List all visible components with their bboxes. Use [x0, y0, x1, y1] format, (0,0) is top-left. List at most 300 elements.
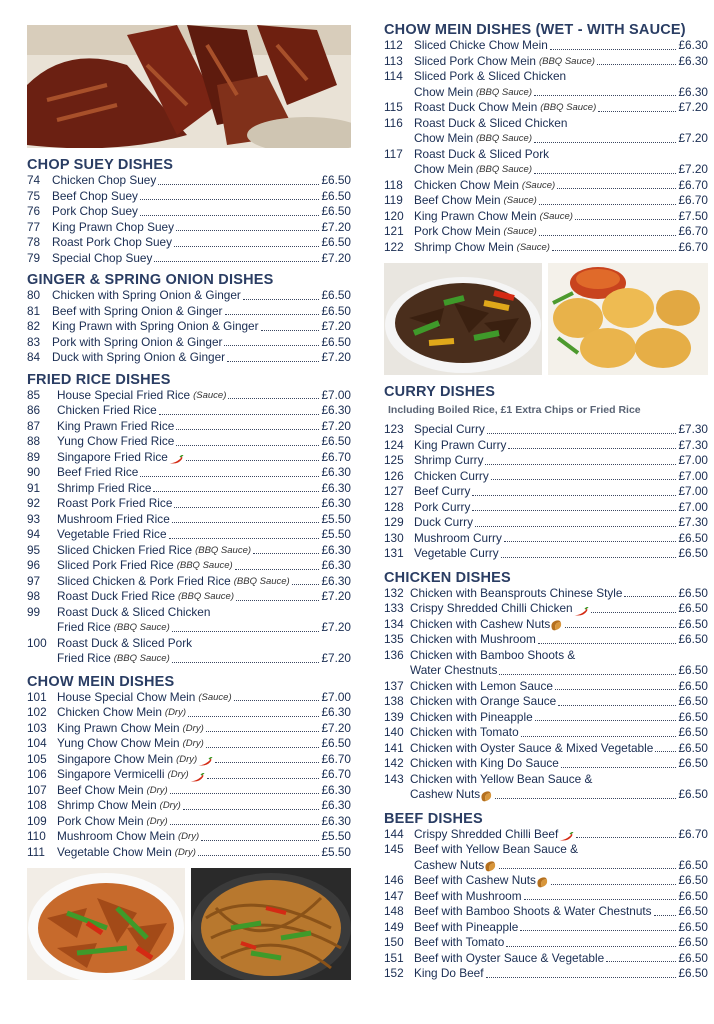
- dot-leader: [606, 961, 676, 962]
- item-note: (Sauce): [198, 691, 232, 703]
- dot-leader: [521, 736, 677, 737]
- item-number: 103: [27, 720, 47, 735]
- menu-item: [27, 335, 351, 351]
- item-name: Yung Chow Fried Rice: [57, 434, 175, 448]
- dot-leader: [506, 946, 676, 947]
- dot-leader: [170, 824, 320, 825]
- item-price: £6.50: [321, 235, 351, 249]
- item-name: Singapore Fried Rice: [57, 449, 168, 464]
- item-number: 80: [27, 288, 41, 302]
- item-number: 131: [384, 546, 404, 560]
- item-price: £6.70: [321, 767, 351, 781]
- item-price: £6.50: [678, 530, 708, 545]
- dot-leader: [243, 299, 320, 300]
- menu-item: [384, 484, 708, 500]
- item-note: (BBQ Sauce): [538, 55, 595, 67]
- item-name: Beef Chop Suey: [52, 188, 138, 203]
- item-name: Chicken with Yellow Bean Sauce &: [410, 771, 593, 786]
- item-price: £7.20: [321, 720, 351, 735]
- item-number: 110: [27, 829, 46, 843]
- dot-leader: [170, 793, 320, 794]
- item-price: £6.50: [321, 188, 351, 203]
- item-name: Sliced Chicken Fried Rice: [57, 542, 193, 557]
- item-price: £7.20: [321, 589, 351, 603]
- item-name: Sliced Pork & Sliced Chicken: [414, 69, 567, 83]
- item-name: Shrimp Chow Mein: [414, 239, 514, 254]
- menu-item: [384, 617, 708, 633]
- menu-item: [384, 904, 708, 920]
- item-name: Sliced Pork Chow Mein: [414, 53, 536, 68]
- item-note: (BBQ Sauce): [476, 164, 532, 175]
- dot-leader: [655, 751, 676, 752]
- dot-leader: [598, 111, 676, 112]
- item-price: £7.30: [678, 515, 708, 529]
- item-price: £6.50: [678, 725, 708, 739]
- item-number: 116: [384, 115, 403, 130]
- item-name: Pork Chow Mein: [57, 813, 144, 828]
- chop-suey-title: CHOP SUEY DISHES: [27, 157, 174, 173]
- dot-leader: [486, 977, 677, 978]
- item-price: £6.30: [321, 542, 351, 557]
- item-number: 100: [27, 635, 47, 650]
- item-number: 95: [27, 542, 41, 557]
- item-name: Duck Curry: [414, 515, 473, 529]
- item-number: 115: [384, 100, 403, 114]
- item-note: (Dry): [167, 769, 189, 780]
- item-note: (Dry): [182, 722, 204, 734]
- item-number: 75: [27, 188, 41, 203]
- menu-item: [384, 38, 708, 54]
- dot-leader: [552, 250, 677, 251]
- item-name: Beef with Spring Onion & Ginger: [52, 303, 223, 318]
- menu-item: [27, 705, 351, 721]
- dot-leader: [225, 314, 320, 315]
- menu-item: [27, 574, 351, 590]
- item-name: Pork with Spring Onion & Ginger: [52, 334, 223, 349]
- item-number: 143: [384, 771, 404, 786]
- item-number: 86: [27, 403, 41, 417]
- dot-leader: [186, 460, 320, 461]
- dot-leader: [206, 747, 320, 748]
- item-price: £6.50: [678, 616, 708, 631]
- item-price: £7.20: [321, 250, 351, 265]
- item-name: Duck with Spring Onion & Ginger: [52, 350, 226, 364]
- battered-chicken-photo: [548, 263, 708, 375]
- item-name: Roast Duck & Sliced Pork: [414, 146, 550, 161]
- item-price: £6.50: [678, 919, 708, 934]
- item-number: 125: [384, 453, 404, 467]
- menu-item: [384, 951, 708, 967]
- menu-item: [384, 920, 708, 936]
- item-number: 82: [27, 319, 41, 333]
- menu-item: [384, 438, 708, 454]
- dot-leader: [176, 445, 319, 446]
- menu-item: [384, 515, 708, 531]
- item-name: Sliced Pork Fried Rice: [57, 558, 174, 572]
- item-price: £7.00: [321, 387, 351, 402]
- item-number: 135: [384, 632, 404, 646]
- menu-item: [27, 690, 351, 706]
- item-price: £7.00: [678, 499, 708, 514]
- item-name-line2: Chow Mein: [414, 162, 474, 176]
- menu-item: [384, 632, 708, 648]
- dot-leader: [576, 837, 676, 838]
- menu-item: [27, 752, 351, 768]
- menu-item: [384, 694, 708, 710]
- item-price: £6.30: [321, 480, 351, 495]
- item-name-line2: Fried Rice: [57, 620, 111, 634]
- item-number: 121: [384, 224, 404, 238]
- menu-item: [384, 827, 708, 843]
- item-note: (Dry): [146, 784, 168, 796]
- dot-leader: [485, 464, 676, 465]
- item-price: £7.20: [321, 219, 351, 234]
- item-name: King Prawn Chow Mein: [414, 208, 537, 223]
- ginger-list: [27, 288, 351, 366]
- dot-leader: [206, 731, 320, 732]
- item-name: Chicken with Beansprouts Chinese Style: [410, 585, 623, 600]
- item-name: Roast Duck Fried Rice: [57, 589, 176, 603]
- menu-item: [27, 829, 351, 845]
- item-name: Roast Duck & Sliced Pork: [57, 635, 193, 650]
- dot-leader: [487, 433, 677, 434]
- item-number: 133: [384, 601, 404, 615]
- item-name: King Prawn Curry: [414, 437, 507, 452]
- item-name: House Special Fried Rice: [57, 387, 191, 402]
- menu-item: [384, 546, 708, 562]
- dot-leader: [534, 95, 676, 96]
- nut-icon: [484, 860, 497, 873]
- item-number: 97: [27, 573, 41, 588]
- dot-leader: [236, 600, 319, 601]
- menu-item-continued: [384, 858, 708, 874]
- item-name: King Prawn Chop Suey: [52, 219, 174, 234]
- item-number: 92: [27, 496, 41, 510]
- dot-leader: [557, 188, 676, 189]
- item-price: £6.30: [321, 465, 351, 479]
- item-name: Beef with Yellow Bean Sauce &: [414, 842, 578, 856]
- item-price: £7.20: [321, 350, 351, 364]
- dot-leader: [224, 345, 319, 346]
- item-price: £6.30: [678, 38, 708, 52]
- menu-item: [27, 465, 351, 481]
- item-price: £6.50: [678, 857, 708, 872]
- item-name: Crispy Shredded Chilli Chicken: [410, 601, 573, 615]
- item-price: £7.00: [678, 484, 708, 498]
- dot-leader: [558, 705, 676, 706]
- beef-title: BEEF DISHES: [384, 810, 483, 827]
- item-name: Beef with Pineapple: [414, 919, 519, 934]
- item-name: Beef with Bamboo Shoots & Water Chestnuts: [414, 904, 652, 918]
- dot-leader: [575, 219, 677, 220]
- item-name: Special Curry: [414, 422, 485, 436]
- item-price: £6.30: [321, 558, 351, 572]
- menu-item: [27, 204, 351, 220]
- dot-leader: [158, 184, 319, 185]
- dot-leader: [538, 643, 677, 644]
- dot-leader: [539, 204, 677, 205]
- item-name: Special Chop Suey: [52, 250, 153, 265]
- dot-leader: [201, 840, 319, 841]
- item-number: 151: [384, 950, 404, 965]
- item-price: £6.50: [678, 873, 708, 887]
- dot-leader: [174, 507, 319, 508]
- chili-icon: [558, 832, 574, 842]
- item-price: £7.20: [321, 651, 351, 665]
- dot-leader: [561, 767, 677, 768]
- chili-icon: [189, 773, 205, 783]
- item-note: (Dry): [164, 707, 187, 718]
- item-note: (BBQ Sauce): [233, 575, 290, 587]
- item-name: Chicken Curry: [414, 468, 489, 483]
- menu-item: [27, 419, 351, 435]
- item-number: 114: [384, 69, 403, 83]
- item-name: King Do Beef: [414, 966, 484, 980]
- menu-item: [384, 966, 708, 982]
- item-number: 137: [384, 678, 404, 693]
- item-number: 105: [27, 751, 47, 766]
- menu-item-continued: [384, 663, 708, 679]
- item-number: 140: [384, 725, 404, 739]
- item-number: 106: [27, 767, 47, 781]
- item-number: 132: [384, 585, 404, 600]
- nut-icon: [550, 619, 563, 632]
- menu-item: [384, 193, 708, 209]
- item-note: (Dry): [176, 753, 198, 765]
- item-name: Chicken Chop Suey: [52, 173, 157, 187]
- nut-icon: [536, 876, 549, 889]
- item-price: £7.20: [678, 100, 708, 114]
- item-number: 102: [27, 705, 47, 719]
- dot-leader: [491, 479, 677, 480]
- item-price: £6.50: [678, 709, 708, 724]
- dot-leader: [261, 330, 320, 331]
- item-name-line2: Fried Rice: [57, 651, 111, 665]
- dot-leader: [535, 720, 677, 721]
- dot-leader: [539, 235, 677, 236]
- dot-leader: [508, 448, 676, 449]
- menu-item: [27, 350, 351, 366]
- item-price: £7.50: [678, 208, 708, 223]
- item-number: 77: [27, 219, 41, 234]
- item-name: Mushroom Fried Rice: [57, 511, 170, 526]
- item-name: Shrimp Chow Mein: [57, 798, 157, 812]
- item-name: King Prawn with Spring Onion & Ginger: [52, 319, 259, 333]
- item-price: £6.50: [678, 935, 708, 949]
- menu-item: [27, 450, 351, 466]
- item-name: Chicken with Orange Sauce: [410, 694, 557, 708]
- menu-item: [384, 710, 708, 726]
- item-price: £7.20: [321, 620, 351, 634]
- item-price: £6.50: [321, 303, 351, 318]
- dot-leader: [140, 215, 320, 216]
- menu-item: [384, 469, 708, 485]
- item-number: 78: [27, 235, 41, 249]
- item-name: Vegetable Fried Rice: [57, 527, 167, 541]
- left-column: [27, 25, 351, 980]
- item-price: £6.50: [678, 787, 708, 801]
- menu-item: [384, 178, 708, 194]
- item-name: Pork Chop Suey: [52, 204, 138, 218]
- curry-subtitle: Including Boiled Rice, £1 Extra Chips or Fried Rice: [388, 404, 641, 416]
- item-number: 89: [27, 449, 41, 464]
- item-note: (BBQ Sauce): [113, 653, 170, 664]
- menu-item: [27, 251, 351, 267]
- item-number: 142: [384, 756, 404, 770]
- chilli-chicken-photo: [27, 868, 185, 980]
- item-note: (BBQ Sauce): [113, 622, 170, 633]
- menu-item: [27, 527, 351, 543]
- item-price: £6.50: [678, 632, 708, 646]
- dot-leader: [591, 612, 677, 613]
- item-number: 85: [27, 387, 41, 402]
- menu-item: [384, 873, 708, 889]
- item-price: £6.30: [321, 705, 351, 719]
- dot-leader: [534, 142, 676, 143]
- item-name: House Special Chow Mein: [57, 689, 196, 704]
- menu-item: [384, 69, 708, 85]
- item-number: 139: [384, 709, 404, 724]
- dot-leader: [172, 631, 320, 632]
- dot-leader: [215, 762, 319, 763]
- item-price: £7.00: [678, 453, 708, 467]
- item-name: King Prawn Fried Rice: [57, 418, 175, 433]
- menu-item: [27, 636, 351, 652]
- dot-leader: [140, 476, 319, 477]
- item-price: £7.20: [321, 319, 351, 333]
- item-price: £6.50: [678, 585, 708, 600]
- item-price: £6.50: [321, 434, 351, 448]
- chow-mein-list: [27, 690, 351, 861]
- menu-item-continued: [27, 651, 351, 667]
- item-name: Roast Pork Chop Suey: [52, 235, 172, 249]
- item-number: 107: [27, 782, 47, 797]
- item-name: Sliced Chicke Chow Mein: [414, 38, 548, 52]
- chili-icon: [168, 455, 184, 465]
- item-price: £5.50: [321, 511, 351, 526]
- menu-item: [27, 403, 351, 419]
- item-number: 88: [27, 434, 41, 448]
- item-number: 149: [384, 919, 404, 934]
- item-name-line2: Cashew Nuts: [414, 857, 485, 872]
- dot-leader: [565, 627, 676, 628]
- menu-item: [384, 100, 708, 116]
- item-number: 134: [384, 616, 404, 631]
- item-name: Beef Chow Mein: [57, 782, 144, 797]
- item-name: Chicken with Lemon Sauce: [410, 678, 553, 693]
- item-name: Chicken Chow Mein: [57, 705, 162, 719]
- item-number: 119: [384, 193, 403, 207]
- menu-item-continued: [27, 620, 351, 636]
- dot-leader: [534, 173, 676, 174]
- dot-leader: [172, 662, 320, 663]
- item-number: 129: [384, 515, 404, 529]
- item-price: £6.70: [678, 193, 708, 207]
- menu-item: [384, 453, 708, 469]
- menu-item: [27, 189, 351, 205]
- fried-rice-list: [27, 388, 351, 667]
- menu-item: [384, 224, 708, 240]
- menu-item: [27, 434, 351, 450]
- item-price: £6.70: [321, 449, 351, 464]
- item-number: 94: [27, 527, 41, 541]
- item-name: Sliced Chicken & Pork Fried Rice: [57, 573, 231, 588]
- item-name: Chicken with Oyster Sauce & Mixed Vegetable: [410, 740, 654, 755]
- item-number: 152: [384, 966, 404, 980]
- item-note: (Sauce): [193, 389, 227, 401]
- item-name: Chicken with King Do Sauce: [410, 756, 559, 770]
- menu-item: [384, 240, 708, 256]
- dot-leader: [176, 230, 319, 231]
- chicken-list: [384, 586, 708, 803]
- chicken-title: CHICKEN DISHES: [384, 569, 511, 586]
- dot-leader: [207, 778, 320, 779]
- item-number: 81: [27, 303, 41, 318]
- item-name: Beef Curry: [414, 484, 471, 498]
- dot-leader: [154, 261, 319, 262]
- item-price: £7.20: [678, 131, 708, 145]
- menu-item: [384, 756, 708, 772]
- item-price: £6.70: [321, 751, 351, 766]
- item-price: £5.50: [321, 829, 351, 843]
- item-price: £6.50: [678, 678, 708, 693]
- item-number: 112: [384, 38, 403, 52]
- chow-mein-wet-list: [384, 38, 708, 255]
- item-name: Chicken with Cashew Nuts: [410, 616, 551, 631]
- item-number: 124: [384, 437, 404, 452]
- dot-leader: [227, 361, 319, 362]
- menu-item: [27, 814, 351, 830]
- menu-item: [27, 543, 351, 559]
- dot-leader: [234, 700, 320, 701]
- dot-leader: [501, 557, 677, 558]
- chili-icon: [197, 757, 213, 767]
- nut-icon: [480, 790, 493, 803]
- dot-leader: [624, 596, 676, 597]
- item-name-line2: Water Chestnuts: [410, 663, 498, 677]
- menu-item: [384, 422, 708, 438]
- item-note: (Dry): [159, 800, 181, 811]
- dot-leader: [235, 569, 320, 570]
- chow-mein-wet-title: CHOW MEIN DISHES (WET - WITH SAUCE): [384, 22, 686, 38]
- item-price: £6.50: [678, 966, 708, 980]
- menu-item: [27, 220, 351, 236]
- dot-leader: [597, 64, 677, 65]
- dot-leader: [174, 246, 319, 247]
- menu-item: [27, 721, 351, 737]
- menu-item: [384, 500, 708, 516]
- item-price: £6.30: [321, 403, 351, 417]
- item-number: 122: [384, 239, 404, 254]
- item-note: (Sauce): [539, 210, 573, 222]
- item-number: 90: [27, 465, 41, 479]
- curry-list: [384, 422, 708, 562]
- item-price: £6.70: [678, 239, 708, 254]
- item-number: 93: [27, 511, 41, 526]
- item-number: 91: [27, 480, 41, 495]
- item-price: £6.50: [321, 173, 351, 187]
- item-number: 141: [384, 740, 404, 755]
- item-number: 126: [384, 468, 404, 483]
- item-note: (BBQ Sauce): [476, 133, 532, 144]
- item-name: Mushroom Curry: [414, 530, 502, 545]
- item-price: £5.50: [321, 844, 351, 859]
- spare-ribs-photo: [27, 25, 351, 148]
- item-name: Pork Chow Mein: [414, 224, 501, 238]
- item-name: Pork Curry: [414, 499, 471, 514]
- item-price: £6.30: [678, 84, 708, 99]
- dot-leader: [188, 716, 319, 717]
